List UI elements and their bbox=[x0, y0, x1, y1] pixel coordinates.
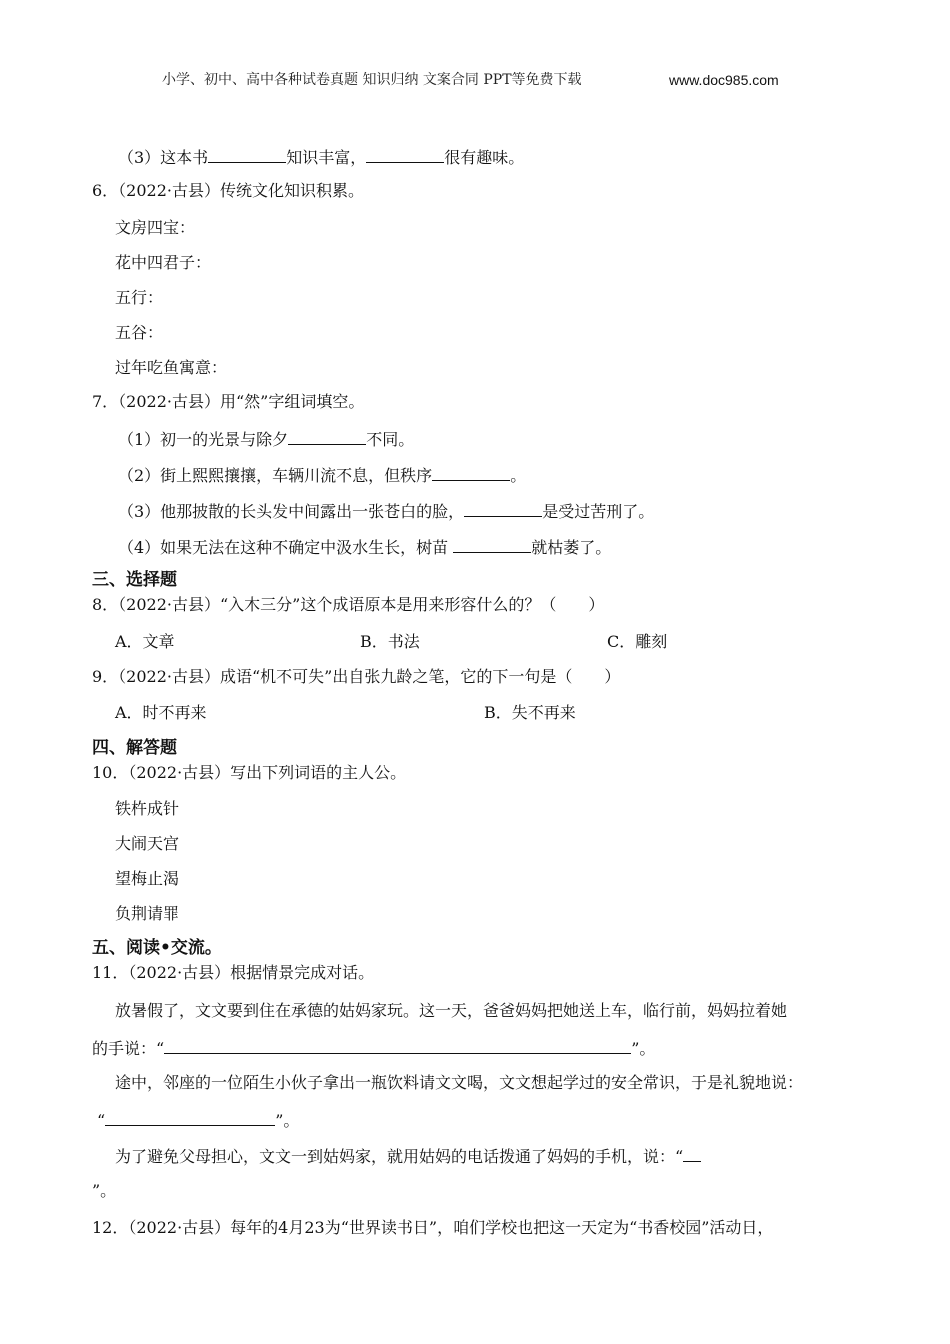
q6-line: 过年吃鱼寓意： bbox=[115, 358, 228, 377]
q11-paragraph-3-cont: ”。 bbox=[92, 1181, 117, 1200]
q7-item-2-b: 。 bbox=[510, 466, 527, 485]
q5-item-3-b: 知识丰富， bbox=[286, 148, 367, 167]
answer-blank[interactable] bbox=[105, 1109, 275, 1126]
q8-option-b[interactable]: B．书法 bbox=[360, 632, 420, 651]
q10-stem: 10．（2022·古县）写出下列词语的主人公。 bbox=[92, 763, 407, 782]
answer-blank[interactable] bbox=[464, 500, 542, 517]
q11-paragraph-2: 途中，邻座的一位陌生小伙子拿出一瓶饮料请文文喝，文文想起学过的安全常识，于是礼貌地说： bbox=[115, 1073, 804, 1092]
q6-line: 文房四宝： bbox=[115, 218, 196, 237]
answer-blank[interactable] bbox=[288, 428, 366, 445]
q7-item-1-b: 不同。 bbox=[366, 430, 415, 449]
q10-line: 铁杵成针 bbox=[115, 799, 180, 818]
q5-item-3-c: 很有趣味。 bbox=[444, 148, 525, 167]
q7-item-3-a: （3）他那披散的长头发中间露出一张苍白的脸， bbox=[118, 502, 465, 521]
q8-option-a[interactable]: A．文章 bbox=[115, 632, 175, 651]
section-heading: 三、选择题 bbox=[92, 570, 177, 590]
q11-stem: 11．（2022·古县）根据情景完成对话。 bbox=[92, 963, 375, 982]
q7-item-1-a: （1）初一的光景与除夕 bbox=[118, 430, 289, 449]
answer-blank[interactable] bbox=[453, 536, 531, 553]
q7-item-4-b: 就枯萎了。 bbox=[531, 538, 612, 557]
q9-option-a[interactable]: A．时不再来 bbox=[115, 703, 207, 722]
answer-blank[interactable] bbox=[432, 464, 510, 481]
q12-stem: 12．（2022·古县）每年的4月23为“世界读书日”，咱们学校也把这一天定为“书香校园”活动日， bbox=[92, 1218, 774, 1237]
q7-item-3 bbox=[118, 500, 654, 522]
q8-option-c[interactable]: C．雕刻 bbox=[607, 632, 668, 651]
q7-item-4-a: （4）如果无法在这种不确定中汲水生长，树苗 bbox=[118, 538, 454, 557]
q6-line: 五谷： bbox=[115, 323, 164, 342]
q5-item-3-a: （3）这本书 bbox=[118, 148, 209, 167]
q7-item-3-b: 是受过苦刑了。 bbox=[542, 502, 655, 521]
q11-paragraph-1: 放暑假了，文文要到住在承德的姑妈家玩。这一天，爸爸妈妈把她送上车，临行前，妈妈拉着她 bbox=[115, 1001, 788, 1020]
section-heading: 四、解答题 bbox=[92, 738, 177, 758]
q11-p2-quote-close: ”。 bbox=[275, 1111, 300, 1130]
answer-blank[interactable] bbox=[366, 146, 444, 163]
header-url[interactable]: www.doc985.com bbox=[669, 72, 779, 88]
q7-stem: 7．（2022·古县）用“然”字组词填空。 bbox=[92, 392, 365, 411]
q5-item-3 bbox=[118, 146, 524, 168]
q10-line: 望梅止渴 bbox=[115, 869, 180, 888]
answer-blank[interactable] bbox=[683, 1145, 701, 1162]
q10-line: 负荆请罪 bbox=[115, 904, 180, 923]
q8-stem: 8．（2022·古县）“入木三分”这个成语原本是用来形容什么的？（ ） bbox=[92, 595, 605, 614]
q7-item-2-a: （2）街上熙熙攘攘，车辆川流不息，但秩序 bbox=[118, 466, 433, 485]
section-heading: 五、阅读•交流。 bbox=[92, 938, 222, 958]
q11-paragraph-1-cont bbox=[92, 1037, 655, 1059]
q6-line: 五行： bbox=[115, 288, 164, 307]
q9-stem: 9．（2022·古县）成语“机不可失”出自张九龄之笔，它的下一句是（ ） bbox=[92, 667, 621, 686]
answer-blank[interactable] bbox=[208, 146, 286, 163]
header-text: 小学、初中、高中各种试卷真题 知识归纳 文案合同 PPT等免费下载 bbox=[162, 72, 582, 88]
q7-item-4 bbox=[118, 536, 611, 558]
q11-paragraph-2-cont bbox=[97, 1109, 299, 1131]
q11-p1-quote-open: 的手说：“ bbox=[92, 1039, 165, 1058]
q6-stem: 6．（2022·古县）传统文化知识积累。 bbox=[92, 181, 364, 200]
q6-line: 花中四君子： bbox=[115, 253, 212, 272]
q9-option-b[interactable]: B．失不再来 bbox=[484, 703, 576, 722]
q7-item-1 bbox=[118, 428, 414, 450]
q11-paragraph-3 bbox=[115, 1145, 701, 1167]
q7-item-2 bbox=[118, 464, 526, 486]
answer-blank[interactable] bbox=[164, 1037, 631, 1054]
q11-p1-quote-close: ”。 bbox=[631, 1039, 656, 1058]
q11-p2-quote-open: “ bbox=[97, 1111, 106, 1130]
q10-line: 大闹天宫 bbox=[115, 834, 180, 853]
q11-p3-text: 为了避免父母担心，文文一到姑妈家，就用姑妈的电话拨通了妈妈的手机，说：“ bbox=[115, 1147, 684, 1166]
